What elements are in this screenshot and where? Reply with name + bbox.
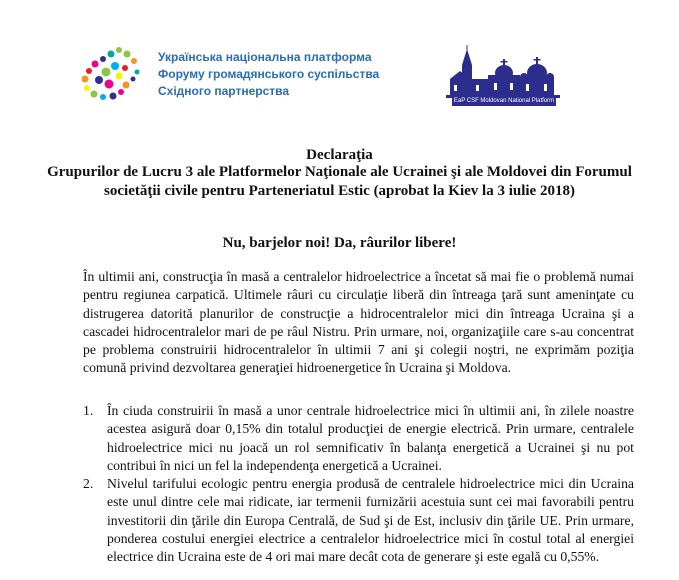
intro-paragraph: În ultimii ani, construcţia în masă a centralelor hidroelectrice a încetat să mai fie o problemă numai pentru regiunea carpatică. Ultimele râuri cu circulaţie liberă din întreaga ţară sunt ameninţate cu distrugerea datorită planurilor de construcţie a hidrocentralelor mici din întreaga Ucraina şi a cascadei hidrocentralelor mari de pe râul Nistru. Prin urmare, noi, organizaţiile care s-au concentrat pe problema construirii hidrocentralelor în ultimii 7 ani şi colegii noştri, ne exprimăm poziţia comună privind dezvoltarea generaţiei hidroenergetice în Ucraina şi Moldova.	[83, 269, 634, 376]
list-item-text: În ciuda construirii în masă a unor centrale hidroelectrice mici în ultimii ani, în zilele noastre acestea asigură doar 0,15% din totalul producţiei de energie electrică. Prin urmare, centralele hidroelectrice mici nu joacă un rol semnificativ în balanţa energetică a Ucrainei şi nu pot contribui în nici un fel la independenţa energetică a Ucrainei.	[107, 403, 634, 473]
ua-platform-logo-icon	[79, 42, 147, 102]
ua-platform-name	[158, 49, 379, 100]
md-platform-caption: EaP CSF Moldovan National Platform	[453, 98, 555, 104]
list-item-text: Nivelul tarifului ecologic pentru energia produsă de centralele hidroelectrice mici din Ucraina este unul dintre cele mai ridicate, iar termenii furnizării acestuia sunt cei mai favorabili pentru investitorii din ţările din Europa Centrală, de Sud şi de Est, inclusiv din ţările UE. Prin urmare, ponderea costului energiei electrice a centralelor hidroelectrice mici în costul total al energiei electrice din Ucraina este de 4 ori mai mare decât cota de generare şi este egală cu 0,55%.	[107, 476, 634, 565]
list-item	[83, 475, 634, 566]
points-list	[83, 402, 634, 567]
ua-platform-line: Східного партнерства	[158, 84, 290, 98]
list-item-number: 1.	[83, 403, 94, 418]
ua-platform-line: Українська національна платформа	[158, 50, 372, 64]
list-item	[83, 402, 634, 475]
list-item-number: 2.	[83, 476, 94, 492]
document-title: Declaraţia	[306, 147, 373, 163]
document-slogan: Nu, barjelor noi! Da, râurilor libere!	[222, 235, 457, 251]
document-subtitle: Grupurilor de Lucru 3 ale Platformelor Naţionale ale Ucrainei şi ale Moldovei din Forumul societăţii civile pentru Parteneriatul Estic (aprobat la Kiev la 3 iulie 2018)	[47, 164, 632, 199]
ua-platform-line: Форуму громадянського суспільства	[158, 67, 380, 81]
